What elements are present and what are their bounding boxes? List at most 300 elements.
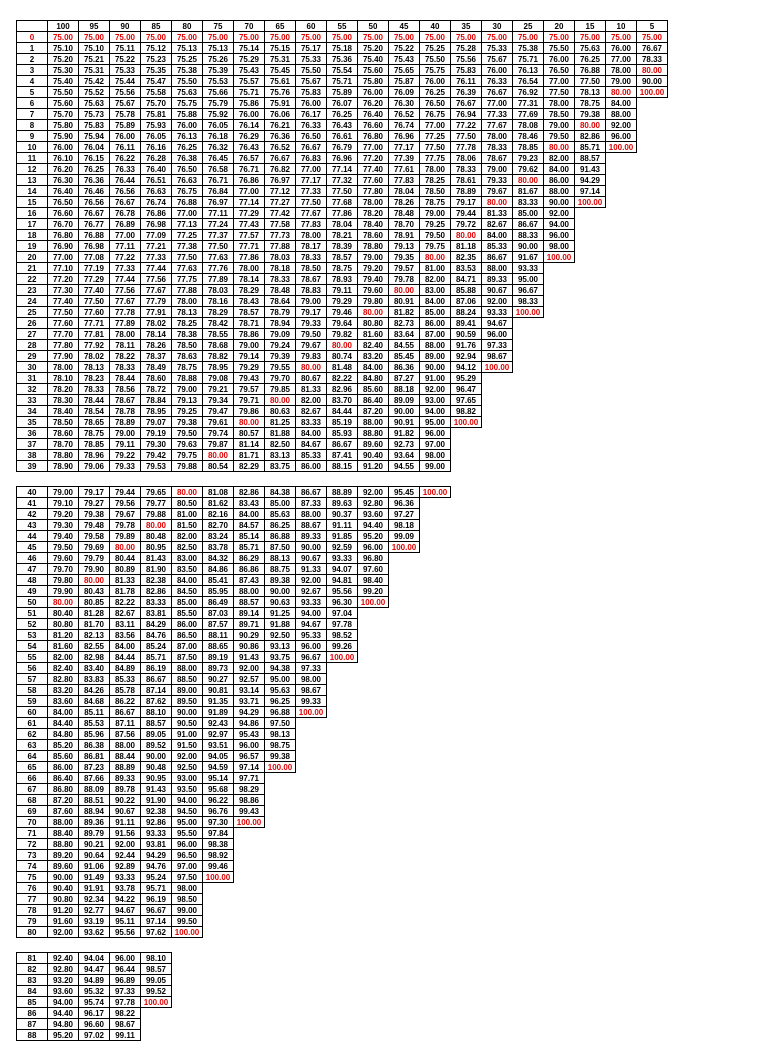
table-cell: 84.00 <box>358 362 389 373</box>
table-cell: 79.83 <box>296 351 327 362</box>
table-row <box>17 450 668 461</box>
table-cell <box>327 762 358 773</box>
column-header: 70 <box>234 21 265 32</box>
table-cell: 79.20 <box>358 263 389 274</box>
table-cell: 90.67 <box>110 806 141 817</box>
table-cell <box>544 373 575 384</box>
table-cell <box>544 384 575 395</box>
table-cell <box>389 740 420 751</box>
table-cell: 87.20 <box>358 406 389 417</box>
table-cell <box>389 751 420 762</box>
table-cell: 88.80 <box>48 839 79 850</box>
table-cell: 91.35 <box>203 696 234 707</box>
table-cell: 92.00 <box>358 487 389 498</box>
table-cell: 81.60 <box>358 329 389 340</box>
table-cell: 96.00 <box>234 740 265 751</box>
row-index: 34 <box>17 406 48 417</box>
table-cell: 91.20 <box>48 905 79 916</box>
table-cell: 82.29 <box>234 461 265 472</box>
table-cell <box>606 307 637 318</box>
table-cell: 83.33 <box>296 417 327 428</box>
table-cell: 90.59 <box>451 329 482 340</box>
table-cell: 76.00 <box>234 109 265 120</box>
table-cell <box>513 406 544 417</box>
table-cell: 80.00 <box>358 307 389 318</box>
table-cell: 81.60 <box>48 641 79 652</box>
table-cell: 75.11 <box>110 43 141 54</box>
table-cell: 77.00 <box>358 142 389 153</box>
table-cell: 92.80 <box>48 964 79 975</box>
row-index: 73 <box>17 850 48 861</box>
table-cell: 95.20 <box>358 531 389 542</box>
table-cell <box>420 850 451 861</box>
table-cell <box>482 439 513 450</box>
table-cell: 81.71 <box>234 450 265 461</box>
table-cell: 78.25 <box>172 318 203 329</box>
table-cell: 88.65 <box>203 641 234 652</box>
row-index: 75 <box>17 872 48 883</box>
table-cell: 75.89 <box>327 87 358 98</box>
table-cell: 83.43 <box>234 498 265 509</box>
table-cell: 79.50 <box>420 230 451 241</box>
table-cell: 77.00 <box>234 186 265 197</box>
table-cell: 94.67 <box>110 905 141 916</box>
table-cell <box>296 718 327 729</box>
table-cell: 89.33 <box>482 274 513 285</box>
row-index: 10 <box>17 142 48 153</box>
table-cell: 79.78 <box>110 520 141 531</box>
table-cell: 89.50 <box>172 696 203 707</box>
table-cell: 79.70 <box>265 373 296 384</box>
table-cell: 94.12 <box>451 362 482 373</box>
table-cell: 96.00 <box>606 131 637 142</box>
table-cell: 75.10 <box>79 43 110 54</box>
table-cell <box>513 417 544 428</box>
table-cell: 84.50 <box>172 586 203 597</box>
table-cell: 81.33 <box>482 208 513 219</box>
table-cell: 89.05 <box>141 729 172 740</box>
table-cell: 78.00 <box>482 131 513 142</box>
table-cell: 98.00 <box>296 674 327 685</box>
table-cell: 85.11 <box>79 707 110 718</box>
table-cell <box>420 553 451 564</box>
table-cell: 99.52 <box>141 986 172 997</box>
table-cell: 97.14 <box>575 186 606 197</box>
table-cell: 96.36 <box>389 498 420 509</box>
table-cell: 96.00 <box>420 428 451 439</box>
table-cell: 78.89 <box>451 186 482 197</box>
row-index: 5 <box>17 87 48 98</box>
table-cell: 98.86 <box>234 795 265 806</box>
table-cell: 75.76 <box>265 87 296 98</box>
table-cell: 75.00 <box>296 32 327 43</box>
table-cell: 87.23 <box>79 762 110 773</box>
table-cell: 77.27 <box>265 197 296 208</box>
table-cell <box>575 285 606 296</box>
column-header: 80 <box>172 21 203 32</box>
row-index: 68 <box>17 795 48 806</box>
table-cell: 77.86 <box>234 252 265 263</box>
table-row <box>17 751 451 762</box>
table-cell: 75.00 <box>606 32 637 43</box>
table-cell: 87.20 <box>48 795 79 806</box>
table-row <box>17 850 451 861</box>
table-cell: 76.71 <box>234 164 265 175</box>
table-cell <box>296 729 327 740</box>
table-cell: 76.98 <box>141 219 172 230</box>
table-cell: 75.00 <box>389 32 420 43</box>
table-cell: 75.89 <box>110 120 141 131</box>
table-cell: 76.13 <box>513 65 544 76</box>
table-cell <box>420 927 451 938</box>
table-cell: 87.50 <box>172 652 203 663</box>
table-cell: 86.38 <box>79 740 110 751</box>
row-index: 4 <box>17 76 48 87</box>
table-cell: 77.00 <box>544 76 575 87</box>
table-cell: 98.50 <box>172 894 203 905</box>
table-cell <box>420 663 451 674</box>
table-cell: 75.56 <box>451 54 482 65</box>
table-cell <box>296 894 327 905</box>
table-cell: 75.23 <box>141 54 172 65</box>
table-cell: 77.60 <box>358 175 389 186</box>
table-cell: 90.40 <box>48 883 79 894</box>
column-header: 5 <box>637 21 668 32</box>
table-cell: 78.46 <box>513 131 544 142</box>
table-cell: 76.25 <box>79 164 110 175</box>
table-cell <box>637 329 668 340</box>
table-cell: 85.00 <box>172 597 203 608</box>
table-row <box>17 219 668 230</box>
table-cell: 78.04 <box>327 219 358 230</box>
table-cell: 79.21 <box>203 384 234 395</box>
table-cell: 86.00 <box>296 461 327 472</box>
table-cell <box>544 274 575 285</box>
table-cell: 77.76 <box>203 263 234 274</box>
table-cell <box>358 740 389 751</box>
row-index: 27 <box>17 329 48 340</box>
table-cell: 78.96 <box>79 450 110 461</box>
table-cell <box>606 439 637 450</box>
table-cell: 87.03 <box>203 608 234 619</box>
table-cell: 86.67 <box>482 252 513 263</box>
table-cell: 76.78 <box>110 208 141 219</box>
table-cell: 85.24 <box>141 641 172 652</box>
table-cell: 79.00 <box>606 76 637 87</box>
table-cell: 93.00 <box>172 773 203 784</box>
table-cell: 78.18 <box>265 263 296 274</box>
table-cell: 79.38 <box>172 417 203 428</box>
table-cell: 94.67 <box>482 318 513 329</box>
table-cell: 78.20 <box>358 208 389 219</box>
table-cell: 78.75 <box>575 98 606 109</box>
table-row <box>17 597 451 608</box>
table-cell: 79.50 <box>48 542 79 553</box>
table-cell <box>420 828 451 839</box>
table-cell <box>637 439 668 450</box>
table-cell: 79.00 <box>110 428 141 439</box>
table-cell: 77.24 <box>203 219 234 230</box>
table-cell: 78.22 <box>110 351 141 362</box>
table-cell <box>327 707 358 718</box>
table-cell: 82.86 <box>575 131 606 142</box>
table-cell: 81.08 <box>203 487 234 498</box>
row-index: 45 <box>17 542 48 553</box>
row-index: 6 <box>17 98 48 109</box>
table-cell: 82.38 <box>141 575 172 586</box>
table-cell: 83.60 <box>48 696 79 707</box>
table-cell: 87.50 <box>265 542 296 553</box>
table-cell <box>327 883 358 894</box>
table-cell: 89.38 <box>265 575 296 586</box>
table-cell <box>513 362 544 373</box>
table-cell: 95.56 <box>327 586 358 597</box>
table-cell: 76.32 <box>203 142 234 153</box>
table-cell: 97.14 <box>234 762 265 773</box>
table-cell: 93.14 <box>234 685 265 696</box>
table-cell <box>234 872 265 883</box>
table-cell <box>296 905 327 916</box>
table-cell <box>234 850 265 861</box>
table-cell: 81.28 <box>79 608 110 619</box>
table-cell: 78.71 <box>234 318 265 329</box>
table-cell <box>606 417 637 428</box>
table-cell: 78.25 <box>420 175 451 186</box>
table-cell <box>513 318 544 329</box>
table-cell: 95.29 <box>451 373 482 384</box>
table-cell: 75.57 <box>234 76 265 87</box>
table-cell <box>637 142 668 153</box>
table-cell: 91.49 <box>79 872 110 883</box>
table-cell: 85.00 <box>513 208 544 219</box>
table-cell: 86.22 <box>110 696 141 707</box>
table-cell: 75.00 <box>544 32 575 43</box>
table-cell <box>420 619 451 630</box>
table-cell <box>203 883 234 894</box>
table-row <box>17 230 668 241</box>
table-cell: 78.65 <box>79 417 110 428</box>
table-cell: 96.25 <box>265 696 296 707</box>
table-cell: 77.22 <box>451 120 482 131</box>
row-index: 31 <box>17 373 48 384</box>
table-cell: 77.20 <box>48 274 79 285</box>
table-cell: 80.00 <box>203 450 234 461</box>
row-index: 69 <box>17 806 48 817</box>
table-cell: 76.75 <box>420 109 451 120</box>
table-cell: 78.40 <box>48 406 79 417</box>
table-cell: 83.40 <box>79 663 110 674</box>
table-row <box>17 630 451 641</box>
table-cell: 90.50 <box>172 718 203 729</box>
table-cell <box>575 274 606 285</box>
table-cell <box>327 685 358 696</box>
table-cell <box>606 351 637 362</box>
table-cell: 83.83 <box>79 674 110 685</box>
table-cell <box>420 839 451 850</box>
table-cell: 75.78 <box>110 109 141 120</box>
table-cell <box>265 828 296 839</box>
table-cell: 78.60 <box>141 373 172 384</box>
table-cell: 83.53 <box>451 263 482 274</box>
table-cell: 76.18 <box>203 131 234 142</box>
row-index: 19 <box>17 241 48 252</box>
table-cell <box>234 894 265 905</box>
table-cell: 90.00 <box>544 197 575 208</box>
column-header: 40 <box>420 21 451 32</box>
table-cell: 87.27 <box>389 373 420 384</box>
table-cell: 82.96 <box>327 384 358 395</box>
table-cell: 85.95 <box>203 586 234 597</box>
table-cell: 99.46 <box>203 861 234 872</box>
table-cell <box>544 362 575 373</box>
table-cell: 90.00 <box>296 542 327 553</box>
table-cell <box>606 318 637 329</box>
table-cell: 79.38 <box>79 509 110 520</box>
table-cell <box>482 417 513 428</box>
table-cell <box>296 828 327 839</box>
table-cell <box>327 828 358 839</box>
table-cell: 75.83 <box>296 87 327 98</box>
table-cell: 79.50 <box>296 329 327 340</box>
table-cell <box>420 817 451 828</box>
table-cell: 76.33 <box>296 120 327 131</box>
table-cell: 76.00 <box>482 65 513 76</box>
table-row <box>17 872 451 883</box>
table-cell: 92.00 <box>172 751 203 762</box>
table-cell: 88.57 <box>141 718 172 729</box>
table-cell: 89.60 <box>358 439 389 450</box>
table-cell <box>575 318 606 329</box>
table-cell: 78.67 <box>110 395 141 406</box>
table-cell <box>389 861 420 872</box>
table-cell: 90.00 <box>637 76 668 87</box>
table-cell: 79.29 <box>234 362 265 373</box>
table-cell <box>358 773 389 784</box>
table-cell: 79.00 <box>172 384 203 395</box>
table-cell: 78.55 <box>203 329 234 340</box>
table-cell: 91.89 <box>203 707 234 718</box>
table-cell: 79.43 <box>234 373 265 384</box>
table-cell <box>513 351 544 362</box>
table-cell: 94.80 <box>48 1019 79 1030</box>
table-cell: 83.33 <box>141 597 172 608</box>
table-cell: 76.52 <box>265 142 296 153</box>
table-cell: 85.96 <box>79 729 110 740</box>
table-cell: 98.13 <box>265 729 296 740</box>
table-cell: 77.29 <box>79 274 110 285</box>
table-cell <box>544 406 575 417</box>
table-cell: 76.22 <box>110 153 141 164</box>
table-cell: 83.81 <box>141 608 172 619</box>
table-cell <box>203 905 234 916</box>
table-row <box>17 186 668 197</box>
table-cell <box>389 773 420 784</box>
table-cell <box>389 839 420 850</box>
table-cell <box>358 685 389 696</box>
table-cell: 77.67 <box>110 296 141 307</box>
table-cell: 88.67 <box>296 520 327 531</box>
row-index: 56 <box>17 663 48 674</box>
table-cell: 75.52 <box>79 87 110 98</box>
table-cell: 88.50 <box>172 674 203 685</box>
table-cell <box>575 230 606 241</box>
table-cell: 78.67 <box>296 274 327 285</box>
table-cell: 90.67 <box>296 553 327 564</box>
table-cell: 86.67 <box>327 439 358 450</box>
table-cell: 81.25 <box>265 417 296 428</box>
table-cell <box>544 450 575 461</box>
row-index: 23 <box>17 285 48 296</box>
table-cell: 77.09 <box>141 230 172 241</box>
row-index: 78 <box>17 905 48 916</box>
table-cell: 91.76 <box>451 340 482 351</box>
table-cell: 91.11 <box>110 817 141 828</box>
table-cell <box>420 861 451 872</box>
table-cell: 75.66 <box>203 87 234 98</box>
table-cell <box>575 428 606 439</box>
table-cell: 75.83 <box>451 65 482 76</box>
table-cell: 78.50 <box>544 109 575 120</box>
table-cell: 78.00 <box>358 197 389 208</box>
table-cell: 80.80 <box>358 318 389 329</box>
table-cell: 90.86 <box>234 641 265 652</box>
table-cell: 99.00 <box>420 461 451 472</box>
table-cell: 77.00 <box>420 120 451 131</box>
table-cell: 100.00 <box>203 872 234 883</box>
table-cell: 92.38 <box>141 806 172 817</box>
row-index: 53 <box>17 630 48 641</box>
table-cell <box>575 340 606 351</box>
table-cell: 75.63 <box>172 87 203 98</box>
table-cell: 78.33 <box>451 164 482 175</box>
table-cell: 93.62 <box>79 927 110 938</box>
table-row <box>17 428 668 439</box>
table-cell <box>358 630 389 641</box>
table-cell: 93.00 <box>420 395 451 406</box>
table-cell: 77.20 <box>358 153 389 164</box>
table-cell <box>575 219 606 230</box>
table-cell: 76.58 <box>203 164 234 175</box>
table-cell: 96.88 <box>265 707 296 718</box>
table-cell: 78.33 <box>265 274 296 285</box>
table-cell: 81.90 <box>141 564 172 575</box>
row-index: 40 <box>17 487 48 498</box>
table-cell: 76.11 <box>110 142 141 153</box>
table-cell: 92.00 <box>110 839 141 850</box>
table-cell: 92.50 <box>172 762 203 773</box>
table-cell <box>575 406 606 417</box>
table-cell: 78.48 <box>265 285 296 296</box>
table-cell: 77.42 <box>265 208 296 219</box>
table-cell: 97.04 <box>327 608 358 619</box>
table-cell: 76.40 <box>358 109 389 120</box>
table-cell: 97.27 <box>389 509 420 520</box>
table-cell: 100.00 <box>482 362 513 373</box>
table-cell <box>389 575 420 586</box>
row-index: 65 <box>17 762 48 773</box>
table-cell: 75.65 <box>389 65 420 76</box>
table-cell: 90.00 <box>513 241 544 252</box>
table-cell: 77.81 <box>79 329 110 340</box>
row-index: 12 <box>17 164 48 175</box>
table-cell: 94.07 <box>327 564 358 575</box>
table-cell: 83.13 <box>265 450 296 461</box>
table-cell: 75.00 <box>79 32 110 43</box>
table-cell: 77.50 <box>203 241 234 252</box>
table-cell <box>420 531 451 542</box>
table-cell: 96.89 <box>110 975 141 986</box>
table-row <box>17 175 668 186</box>
